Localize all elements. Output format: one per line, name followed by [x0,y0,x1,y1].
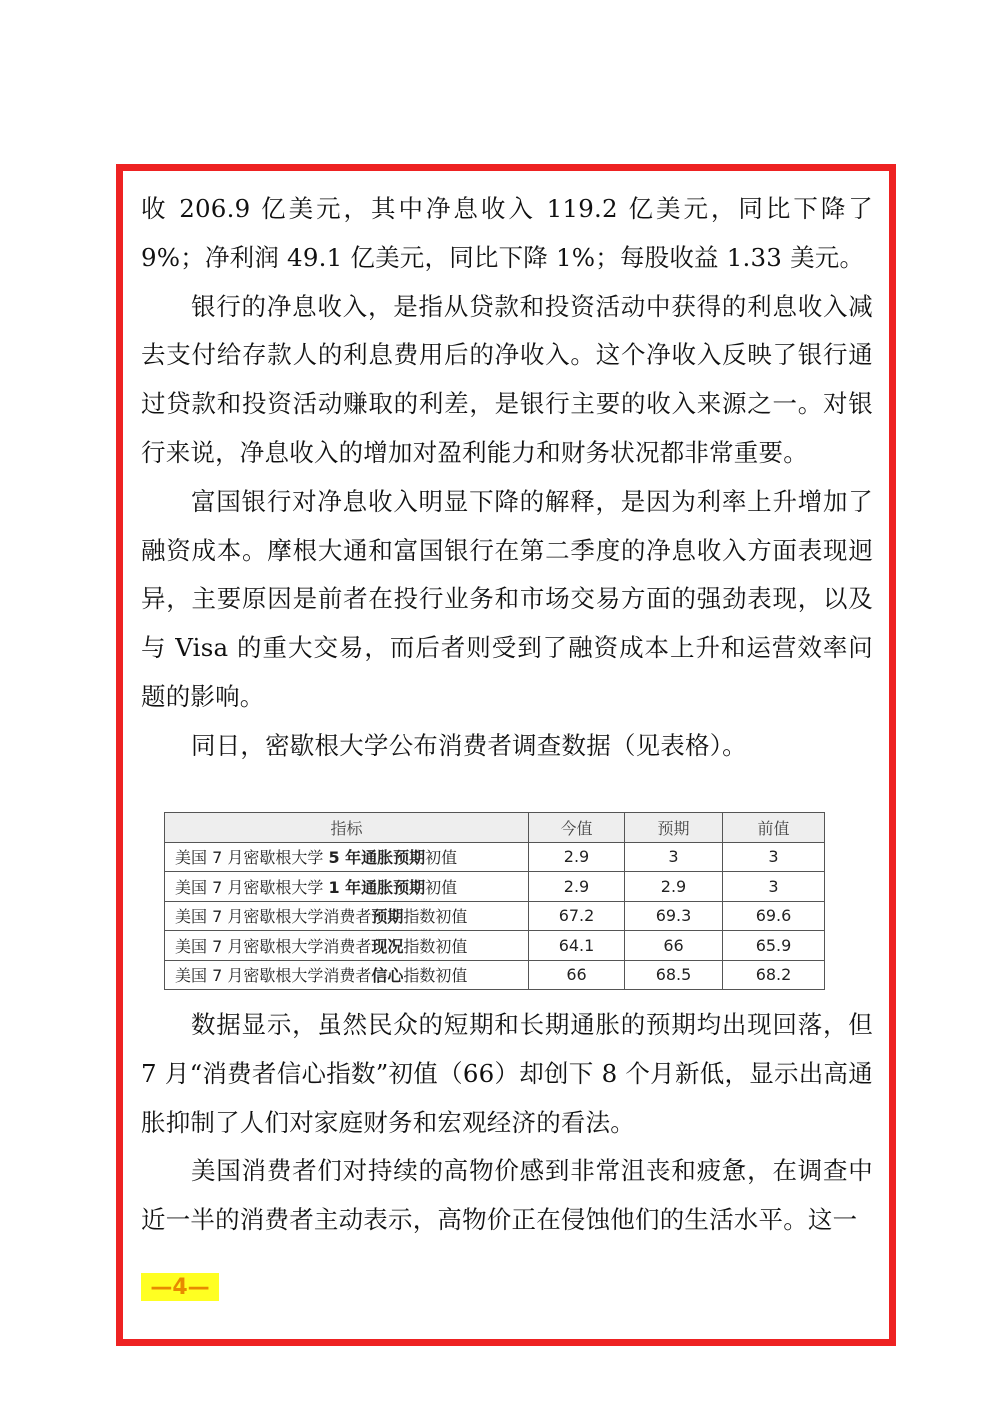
row-label: 美国 7 月密歇根大学 5 年通胀预期初值 [165,842,529,872]
text-top [141,185,873,771]
data-table [164,812,825,990]
row-label: 美国 7 月密歇根大学消费者现况指数初值 [165,931,529,961]
cell-current: 2.9 [529,872,625,902]
cell-expected: 69.3 [625,901,723,931]
header-previous: 前值 [723,813,825,843]
header-current: 今值 [529,813,625,843]
table-row [165,901,825,931]
table-header-row [165,813,825,843]
table-row [165,960,825,990]
paragraph-2: 银行的净息收入，是指从贷款和投资活动中获得的利息收入减去支付给存款人的利息费用后的净收入。这个净收入反映了银行通过贷款和投资活动赚取的利差，是银行主要的收入来源之一。对银行来说，净息收入的增加对盈利能力和财务状况都非常重要。 [141,291,873,467]
header-expected: 预期 [625,813,723,843]
cell-expected: 3 [625,842,723,872]
paragraph-1: 收 206.9 亿美元，其中净息收入 119.2 亿美元，同比下降了 9%；净利润 49.1 亿美元，同比下降 1%；每股收益 1.33 美元。 [141,194,873,272]
cell-current: 67.2 [529,901,625,931]
cell-expected: 2.9 [625,872,723,902]
cell-previous: 68.2 [723,960,825,990]
paragraph-5: 数据显示，虽然民众的短期和长期通胀的预期均出现回落，但 7 月“消费者信心指数”初值（66）却创下 8 个月新低，显示出高通胀抑制了人们对家庭财务和宏观经济的看法。 [141,1010,873,1137]
cell-previous: 69.6 [723,901,825,931]
row-label: 美国 7 月密歇根大学 1 年通胀预期初值 [165,872,529,902]
row-label: 美国 7 月密歇根大学消费者预期指数初值 [165,901,529,931]
cell-previous: 3 [723,842,825,872]
consumer-survey-table [164,812,824,990]
row-label: 美国 7 月密歇根大学消费者信心指数初值 [165,960,529,990]
cell-current: 2.9 [529,842,625,872]
header-indicator: 指标 [165,813,529,843]
text-bottom [141,1001,873,1245]
page-number: —4— [141,1273,219,1301]
paragraph-4: 同日，密歇根大学公布消费者调查数据（见表格）。 [191,730,747,760]
paragraph-6: 美国消费者们对持续的高物价感到非常沮丧和疲惫，在调查中近一半的消费者主动表示，高物价正在侵蚀他们的生活水平。这一 [141,1156,873,1235]
cell-current: 66 [529,960,625,990]
table-row [165,931,825,961]
table-row [165,842,825,872]
cell-current: 64.1 [529,931,625,961]
cell-previous: 65.9 [723,931,825,961]
paragraph-3: 富国银行对净息收入明显下降的解释，是因为利率上升增加了融资成本。摩根大通和富国银行在第二季度的净息收入方面表现迥异，主要原因是前者在投行业务和市场交易方面的强劲表现，以及与 Visa 的重大交易，而后者则受到了融资成本上升和运营效率问题的影响。 [141,486,873,711]
page-frame [116,164,896,1346]
cell-previous: 3 [723,872,825,902]
table-row [165,872,825,902]
cell-expected: 66 [625,931,723,961]
cell-expected: 68.5 [625,960,723,990]
